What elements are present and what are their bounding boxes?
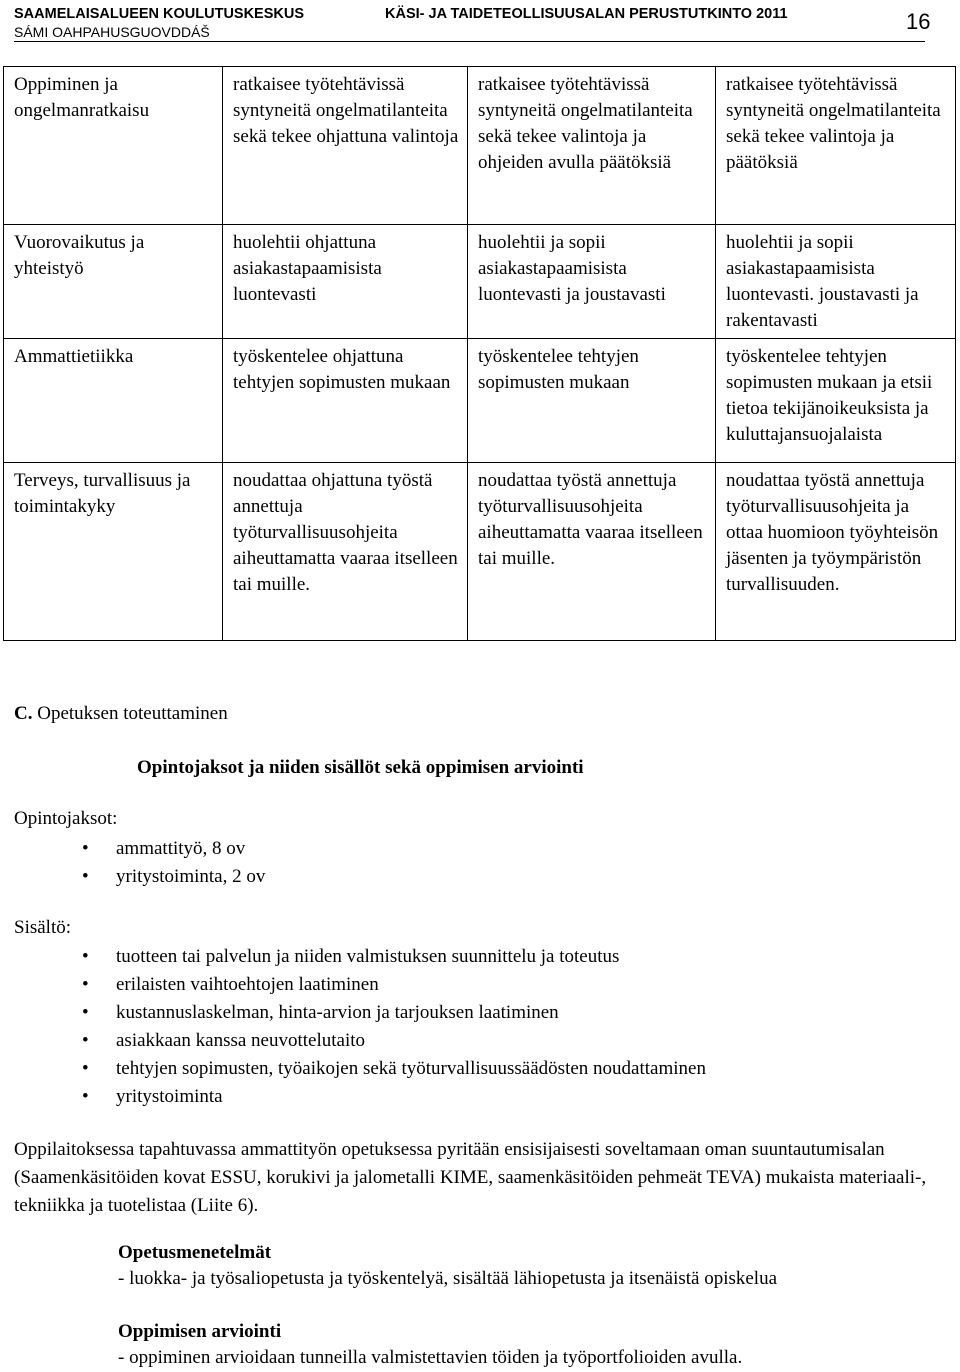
row-label: Ammattietiikka [4, 339, 223, 463]
table-cell: noudattaa ohjattuna työstä annettuja työturvallisuusohjeita aiheuttamatta vaaraa itselleen tai muille. [223, 463, 468, 641]
table-cell: työskentelee tehtyjen sopimusten mukaan [468, 339, 716, 463]
list-item: • yritystoiminta, 2 ov [82, 863, 265, 891]
row-label: Terveys, turvallisuus ja toimintakyky [4, 463, 223, 641]
courses-label: Opintojaksot: [14, 808, 118, 829]
content-list [82, 943, 706, 1111]
table-cell: huolehtii ja sopii asiakastapaamisista luontevasti ja joustavasti [468, 225, 716, 339]
page-number: 16 [906, 9, 931, 34]
table-cell: noudattaa työstä annettuja työturvallisuusohjeita aiheuttamatta vaaraa itselleen tai muille. [468, 463, 716, 641]
table-row [4, 225, 956, 339]
list-item: • yritystoiminta [82, 1083, 706, 1111]
section-heading [14, 703, 228, 725]
row-label: Vuorovaikutus ja yhteistyö [4, 225, 223, 339]
list-item: • tuotteen tai palvelun ja niiden valmistuksen suunnittelu ja toteutus [82, 943, 706, 971]
institution-name: SAAMELAISALUEEN KOULUTUSKESKUS [14, 6, 305, 22]
methods-heading: Opetusmenetelmät [118, 1242, 272, 1263]
table-row [4, 339, 956, 463]
section-title: Opetuksen toteuttaminen [37, 703, 228, 724]
list-item: • erilaisten vaihtoehtojen laatiminen [82, 971, 706, 999]
content-label: Sisältö: [14, 917, 72, 938]
table-cell: huolehtii ohjattuna asiakastapaamisista luontevasti [223, 225, 468, 339]
assessment-heading: Oppimisen arviointi [118, 1321, 282, 1342]
body-paragraph: Oppilaitoksessa tapahtuvassa ammattityön opetuksessa pyritään ensisijaisesti soveltamaan oman suuntautumisalan (Saamenkäsitöiden kovat ESSU, korukivi ja jalometalli KIME, saamenkäsitöiden pehmeät TEVA) mukaista materiaali-, tekniikka ja tuotelistaa (Liite 6). [14, 1139, 927, 1216]
header-rule [14, 41, 925, 42]
list-item: • kustannuslaskelman, hinta-arvion ja tarjouksen laatiminen [82, 999, 706, 1027]
row-label: Oppiminen ja ongelmanratkaisu [4, 67, 223, 225]
table-cell: ratkaisee työtehtävissä syntyneitä ongelmatilanteita sekä tekee valintoja ja ohjeiden avulla päätöksiä [468, 67, 716, 225]
table-cell: huolehtii ja sopii asiakastapaamisista luontevasti. joustavasti ja rakentavasti [716, 225, 956, 339]
page-header [14, 6, 934, 40]
list-item: • asiakkaan kanssa neuvottelutaito [82, 1027, 706, 1055]
methods-item: - luokka- ja työsaliopetusta ja työskentelyä, sisältää lähiopetusta ja itsenäistä opiskelua [118, 1268, 778, 1289]
assessment-item: - oppiminen arvioidaan tunneilla valmistettavien töiden ja työportfolioiden avulla. [118, 1347, 743, 1368]
table-cell: noudattaa työstä annettuja työturvallisuusohjeita ja ottaa huomioon työyhteisön jäsenten ja työympäristön turvallisuuden. [716, 463, 956, 641]
table-cell: työskentelee tehtyjen sopimusten mukaan ja etsii tietoa tekijänoikeuksista ja kuluttajansuojalaista [716, 339, 956, 463]
section-letter: C. [14, 703, 33, 724]
table-cell: työskentelee ohjattuna tehtyjen sopimusten mukaan [223, 339, 468, 463]
list-item: • ammattityö, 8 ov [82, 835, 265, 863]
degree-title: KÄSI- JA TAIDETEOLLISUUSALAN PERUSTUTKINTO 2011 [385, 6, 788, 22]
table-cell: ratkaisee työtehtävissä syntyneitä ongelmatilanteita sekä tekee ohjattuna valintoja [223, 67, 468, 225]
institution-name-sami: SÁMI OAHPAHUSGUOVDDÁŠ [14, 24, 210, 40]
table-cell: ratkaisee työtehtävissä syntyneitä ongelmatilanteita sekä tekee valintoja ja päätöksiä [716, 67, 956, 225]
list-item: • tehtyjen sopimusten, työaikojen sekä työturvallisuussäädösten noudattaminen [82, 1055, 706, 1083]
table-row [4, 67, 956, 225]
section-subtitle: Opintojaksot ja niiden sisällöt sekä oppimisen arviointi [137, 757, 584, 778]
table-row [4, 463, 956, 641]
competence-table [3, 66, 956, 641]
courses-list [82, 835, 265, 891]
